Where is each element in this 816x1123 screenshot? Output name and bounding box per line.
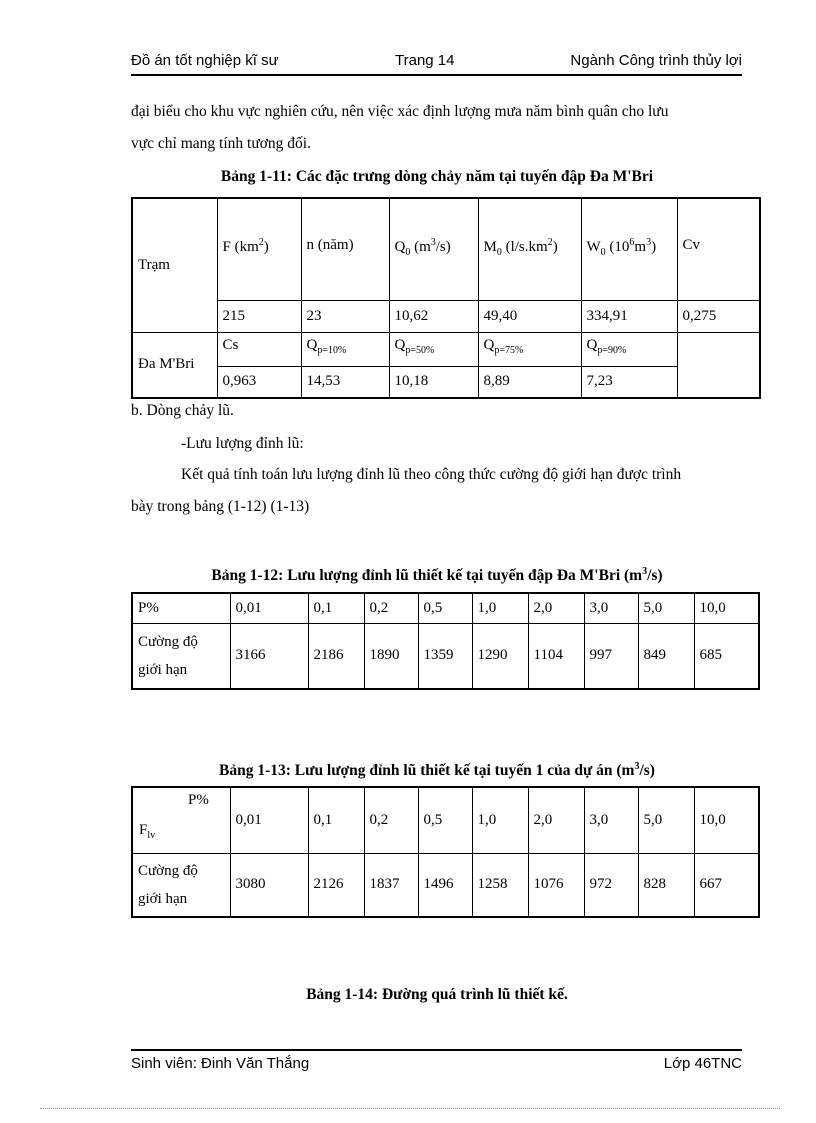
flow-value: 1359	[418, 623, 472, 689]
header-left: Đồ án tốt nghiệp kĩ sư	[131, 52, 279, 69]
page-edge-divider	[40, 1108, 780, 1109]
footer-student: Sinh viên: Đinh Văn Thắng	[131, 1055, 310, 1072]
p-value: 3,0	[584, 593, 638, 623]
flow-value: 2186	[308, 623, 364, 689]
header-n: n (năm)	[301, 198, 389, 300]
header-F: F $(km^2)$	[217, 198, 301, 300]
p-value: 0,01	[230, 593, 308, 623]
flow-value: 1837	[364, 853, 418, 917]
header-Qp50: $Q_{p=50\%}$	[389, 332, 478, 366]
flow-value: 1890	[364, 623, 418, 689]
p-value: 2,0	[528, 787, 584, 853]
row-label-intensity: Cường độ giới hạn	[132, 853, 230, 917]
flow-value: 849	[638, 623, 694, 689]
cell-n: 23	[301, 300, 389, 332]
cell-Q0: 10,62	[389, 300, 478, 332]
p-value: 10,0	[694, 593, 759, 623]
result-line-1: Kết quả tính toán lưu lượng đỉnh lũ theo công thức cường độ giới hạn được trình	[181, 466, 682, 483]
flow-value: 3080	[230, 853, 308, 917]
cell-F: 215	[217, 300, 301, 332]
cell-Qp75: 8,89	[478, 366, 581, 398]
cell-Qp90: 7,23	[581, 366, 677, 398]
p-label: P%	[132, 593, 230, 623]
table11-caption: Bảng 1-11: Các đặc trưng dòng chảy năm tại tuyến đập Đa M'Bri	[220, 168, 654, 185]
header-Cs: Cs	[217, 332, 301, 366]
flow-value: 667	[694, 853, 759, 917]
p-flv-label: P% $F_{lv}$	[132, 787, 230, 853]
sub-heading-peak: -Lưu lượng đỉnh lũ:	[181, 435, 304, 452]
table14-caption: Bảng 1-14: Đường quá trình lũ thiết kế.	[306, 986, 568, 1003]
flow-value: 828	[638, 853, 694, 917]
flow-value: 997	[584, 623, 638, 689]
cell-Qp10: 14,53	[301, 366, 389, 398]
table13-caption: Bảng 1-13: Lưu lượng đỉnh lũ thiết kế tại tuyến 1 của dự án $(m^3/s)$	[219, 761, 655, 780]
table-1-11	[131, 197, 761, 399]
cell-Cs: 0,963	[217, 366, 301, 398]
p-value: 0,1	[308, 787, 364, 853]
flow-value: 3166	[230, 623, 308, 689]
p-value: 0,5	[418, 787, 472, 853]
flow-value: 1076	[528, 853, 584, 917]
cell-M0: 49,40	[478, 300, 581, 332]
p-value: 5,0	[638, 593, 694, 623]
flow-value: 1104	[528, 623, 584, 689]
cell-Qp50: 10,18	[389, 366, 478, 398]
header-right: Ngành Công trình thủy lợi	[570, 52, 742, 69]
row-label-intensity: Cường độ giới hạn	[132, 623, 230, 689]
p-value: 0,1	[308, 593, 364, 623]
page-header	[131, 52, 742, 76]
header-Cv: Cv	[677, 198, 760, 300]
station-label: Trạm	[132, 198, 217, 332]
p-value: 0,5	[418, 593, 472, 623]
table-1-13	[131, 786, 760, 918]
p-value: 1,0	[472, 787, 528, 853]
flow-value: 1496	[418, 853, 472, 917]
header-M0: $M_0$ $(l/s.km^2)$	[478, 198, 581, 300]
p-value: 0,2	[364, 787, 418, 853]
p-value: 0,01	[230, 787, 308, 853]
header-Qp75: $Q_{p=75\%}$	[478, 332, 581, 366]
flow-value: 685	[694, 623, 759, 689]
flow-value: 1258	[472, 853, 528, 917]
empty-cell	[677, 332, 760, 398]
header-Qp10: $Q_{p=10\%}$	[301, 332, 389, 366]
flow-value: 972	[584, 853, 638, 917]
header-W0: $W_0$ $(10^6m^3)$	[581, 198, 677, 300]
p-value: 2,0	[528, 593, 584, 623]
p-value: 3,0	[584, 787, 638, 853]
table-1-12	[131, 592, 760, 690]
header-page-number: Trang 14	[395, 52, 455, 69]
header-Qp90: $Q_{p=90\%}$	[581, 332, 677, 366]
cell-W0: 334,91	[581, 300, 677, 332]
cell-Cv: 0,275	[677, 300, 760, 332]
header-Q0: $Q_0$ $(m^3/s)$	[389, 198, 478, 300]
flow-value: 2126	[308, 853, 364, 917]
intro-line-2: vực chỉ mang tính tương đối.	[131, 135, 311, 152]
p-value: 10,0	[694, 787, 759, 853]
intro-line-1: đại biểu cho khu vực nghiên cứu, nên việc xác định lượng mưa năm bình quân cho lưu	[131, 103, 669, 120]
p-value: 0,2	[364, 593, 418, 623]
table12-caption: Bảng 1-12: Lưu lượng đỉnh lũ thiết kế tại tuyến đập Đa M'Bri $(m^3/s)$	[211, 566, 663, 585]
page-footer	[131, 1049, 742, 1075]
p-value: 5,0	[638, 787, 694, 853]
section-b-heading: b. Dòng chảy lũ.	[131, 402, 234, 419]
footer-class: Lớp 46TNC	[663, 1055, 742, 1072]
flow-value: 1290	[472, 623, 528, 689]
result-line-2: bày trong bảng (1-12) (1-13)	[131, 498, 310, 515]
station-name: Đa M'Bri	[132, 332, 217, 398]
p-value: 1,0	[472, 593, 528, 623]
